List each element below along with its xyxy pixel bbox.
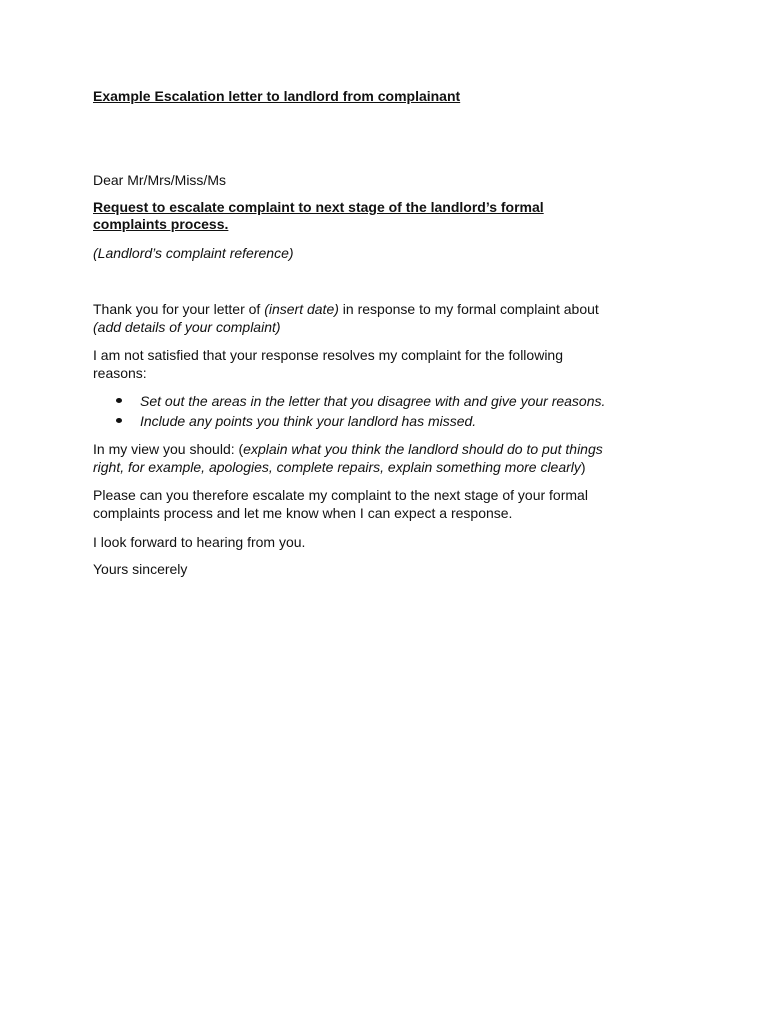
reason-text: Include any points you think your landlord has missed. [140,413,477,429]
para3-italic-2: right, for example, apologies, complete repairs, explain something more clearly [93,459,581,475]
subject-line-2: complaints process. [93,216,229,232]
paragraph-thank-you [93,300,599,336]
para2-line-1: I am not satisfied that your response resolves my complaint for the following [93,347,563,363]
para4-line-1: Please can you therefore escalate my complaint to the next stage of your formal [93,487,588,503]
para1-insert-date: (insert date) [264,301,339,317]
paragraph-escalate [93,486,588,522]
list-item [0,412,605,432]
paragraph-in-my-view [93,440,603,476]
para2-line-2: reasons: [93,365,147,381]
paragraph-look-forward: I look forward to hearing from you. [93,534,306,550]
list-item [0,392,605,412]
reasons-list [0,392,605,432]
reason-text: Set out the areas in the letter that you disagree with and give your reasons. [140,393,606,409]
para3-italic-1: explain what you think the landlord should do to put things [243,441,603,457]
para4-line-2: complaints process and let me know when I can expect a response. [93,505,513,521]
para1-complaint-details: (add details of your complaint) [93,319,281,335]
bullet-icon [116,398,122,403]
para3-text-a: In my view you should: ( [93,441,244,457]
document-title: Example Escalation letter to landlord from complainant [93,88,461,104]
closing: Yours sincerely [93,561,188,577]
para3-text-d: ) [580,459,586,475]
paragraph-not-satisfied [93,346,563,382]
complaint-reference: (Landlord’s complaint reference) [93,245,294,261]
subject-line-1: Request to escalate complaint to next stage of the landlord’s formal [93,199,544,215]
para1-text-a: Thank you for your letter of [93,301,265,317]
bullet-icon [116,418,122,423]
salutation: Dear Mr/Mrs/Miss/Ms [93,172,226,188]
subject-heading [93,199,613,233]
para1-text-c: in response to my formal complaint about [338,301,599,317]
